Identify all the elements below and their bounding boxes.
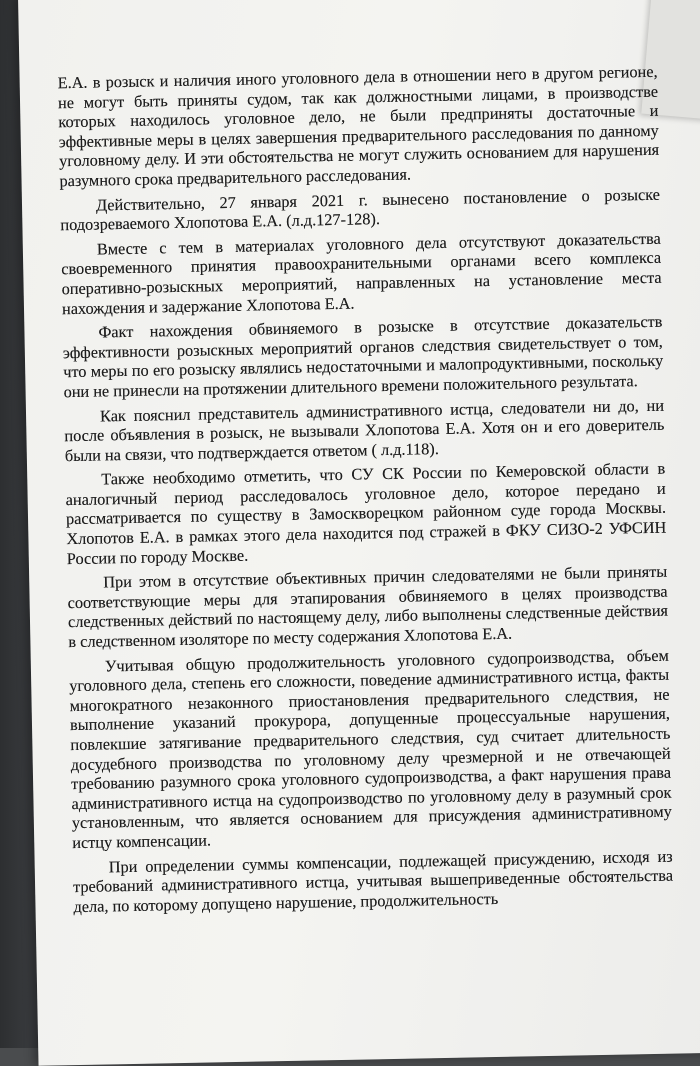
document-page xyxy=(18,0,700,1066)
paragraph-parallel-case: Также необходимо отметить, что СУ СК России по Кемеровской области в аналогичный период расследовалось уголовное дело, которое передано и рассматривается по существу в Замоскворецком районном суде города Москвы. Хлопотов Е.А. в рамках этого дела находится под стражей в ФКУ СИЗО-2 УФСИН России по городу Москве. xyxy=(65,458,667,568)
paragraph-search-ineffective: Факт нахождения обвиняемого в розыске в отсутствие доказательств эффективности розыскных мероприятий органов следствия свидетельствует о том, что меры по его розыску являлись недостаточными и малопродуктивными, поскольку они не принесли на протяжении длительного времени положительного результата. xyxy=(62,311,664,402)
document-body xyxy=(57,62,673,922)
paragraph-compensation: При определении суммы компенсации, подлежащей присуждению, исходя из требований административного истца, учитывая вышеприведенные обстоятельства дела, по которому допущено нарушение, продолжительность xyxy=(72,846,674,916)
paragraph-lack-of-evidence: Вместе с тем в материалах уголовного дела отсутствуют доказательства своевременного принятия правоохранительными органами всего комплекса оперативно-розыскных мероприятий, направленных на установление места нахождения и задержание Хлопотова Е.А. xyxy=(61,228,662,318)
paragraph-no-transfer: При этом в отсутствие объективных причин следователями не были приняты соответствующие меры для этапирования обвиняемого в целях производства следственных действий по настоящему делу, либо выполнены следственные действия в следственном изоляторе по месту содержания Хлопотова Е.А. xyxy=(67,561,669,652)
paragraph-search-order: Действительно, 27 января 2021 г. вынесено постановление о розыске подозреваемого Хлопотова Е.А. (л.д.127-128). xyxy=(60,184,661,235)
paragraph-court-conclusion: Учитывая общую продолжительность уголовного судопроизводства, объем уголовного дела, степень его сложности, поведение административного истца, факты многократного незаконного приостановления предварительного следствия, не выполнение указаний прокурора, допущенные процессуальные нарушения, повлекшие затягивание предварительного следствия, суд считает длительность досудебного производства по уголовному делу чрезмерной и не отвечающей требованию разумного срока уголовного судопроизводства, а факт нарушения права административного истца на судопроизводство по уголовному делу в разумный срок установленным, что является основанием для присуждения административному истцу компенсации. xyxy=(69,645,672,853)
paragraph-continuation: Е.А. в розыск и наличия иного уголовного дела в отношении него в другом регионе, не могут быть приняты судом, так как должностными лицами, в производстве которых находилось уголовное дело, не были предприняты достаточные и эффективные меры в целях завершения предварительного расследования по данному уголовному делу. И эти обстоятельства не могут служить основанием для нарушения разумного срока предварительного расследования. xyxy=(57,61,660,191)
paragraph-representative-explanation: Как пояснил представитель административного истца, следователи ни до, ни после объявления в розыск, не вызывали Хлопотова Е.А. Хотя он и его доверитель были на связи, что подтверждается ответом ( л.д.118). xyxy=(64,395,665,465)
